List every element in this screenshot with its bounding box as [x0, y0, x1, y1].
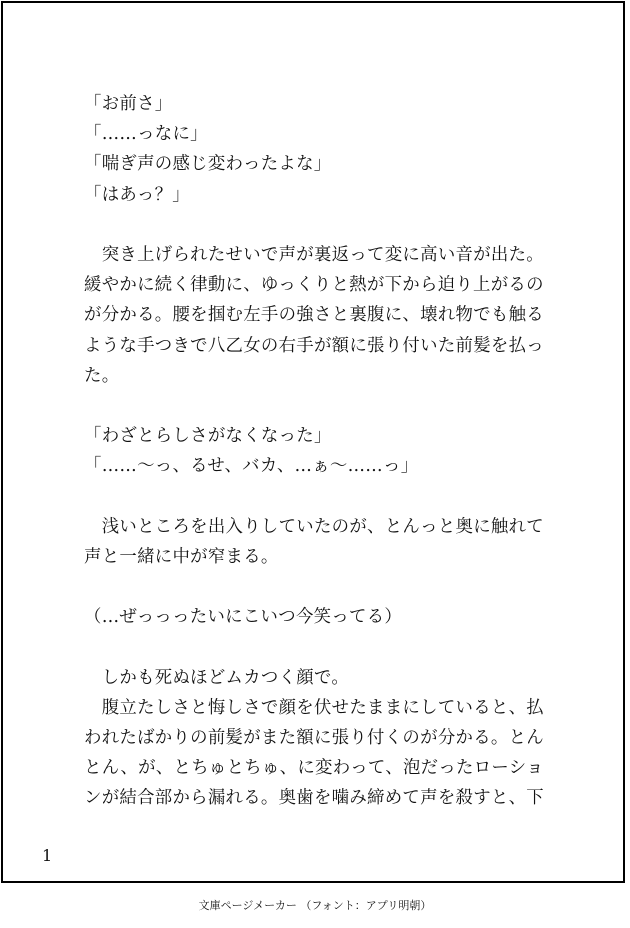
- blank-line: [84, 210, 564, 240]
- text-line: われたばかりの前髪がまた額に張り付くのが分かる。とん: [84, 727, 544, 748]
- book-page: [1, 1, 625, 883]
- text-line: ンが結合部から漏れる。奥歯を噛み締めて声を殺すと、下: [84, 788, 544, 809]
- text-line: 「喘ぎ声の感じ変わったよな」: [84, 154, 332, 175]
- text-line: しかも死ぬほどムカつく顔で。: [84, 667, 350, 688]
- text-line: 「わざとらしさがなくなった」: [84, 426, 332, 447]
- text-line: （…ぜっっったいにこいつ今笑ってる）: [84, 607, 403, 628]
- text-line: とん、が、とちゅとちゅ、に変わって、泡だったローショ: [84, 758, 544, 779]
- text-line: 「……っなに」: [84, 124, 208, 145]
- text-line: 「……〜っ、るせ、バカ、…ぁ〜……っ」: [84, 456, 419, 477]
- text-line: 声と一緒に中が窄まる。: [84, 546, 279, 567]
- text-line: 浅いところを出入りしていたのが、とんっと奥に触れて: [84, 516, 544, 537]
- text-line: た。: [84, 365, 120, 386]
- text-line: 緩やかに続く律動に、ゆっくりと熱が下から迫り上がるの: [84, 275, 544, 296]
- text-line: 突き上げられたせいで声が裏返って変に高い音が出た。: [84, 244, 544, 265]
- page-text-body: [84, 89, 564, 814]
- blank-line: [84, 481, 564, 511]
- blank-line: [84, 632, 564, 662]
- text-line: が分かる。腰を掴む左手の強さと裏腹に、壊れ物でも触る: [84, 305, 544, 326]
- text-line: 腹立たしさと悔しさで顔を伏せたままにしていると、払: [84, 697, 544, 718]
- text-line: ような手つきで八乙女の右手が額に張り付いた前髪を払っ: [84, 335, 544, 356]
- blank-line: [84, 391, 564, 421]
- footer-credit: 文庫ページメーカー （フォント：アプリ明朝）: [198, 899, 432, 912]
- text-line: 「お前さ」: [84, 94, 173, 114]
- blank-line: [84, 572, 564, 602]
- page-number: 1: [42, 846, 53, 865]
- text-line: 「はあっ？」: [84, 184, 190, 205]
